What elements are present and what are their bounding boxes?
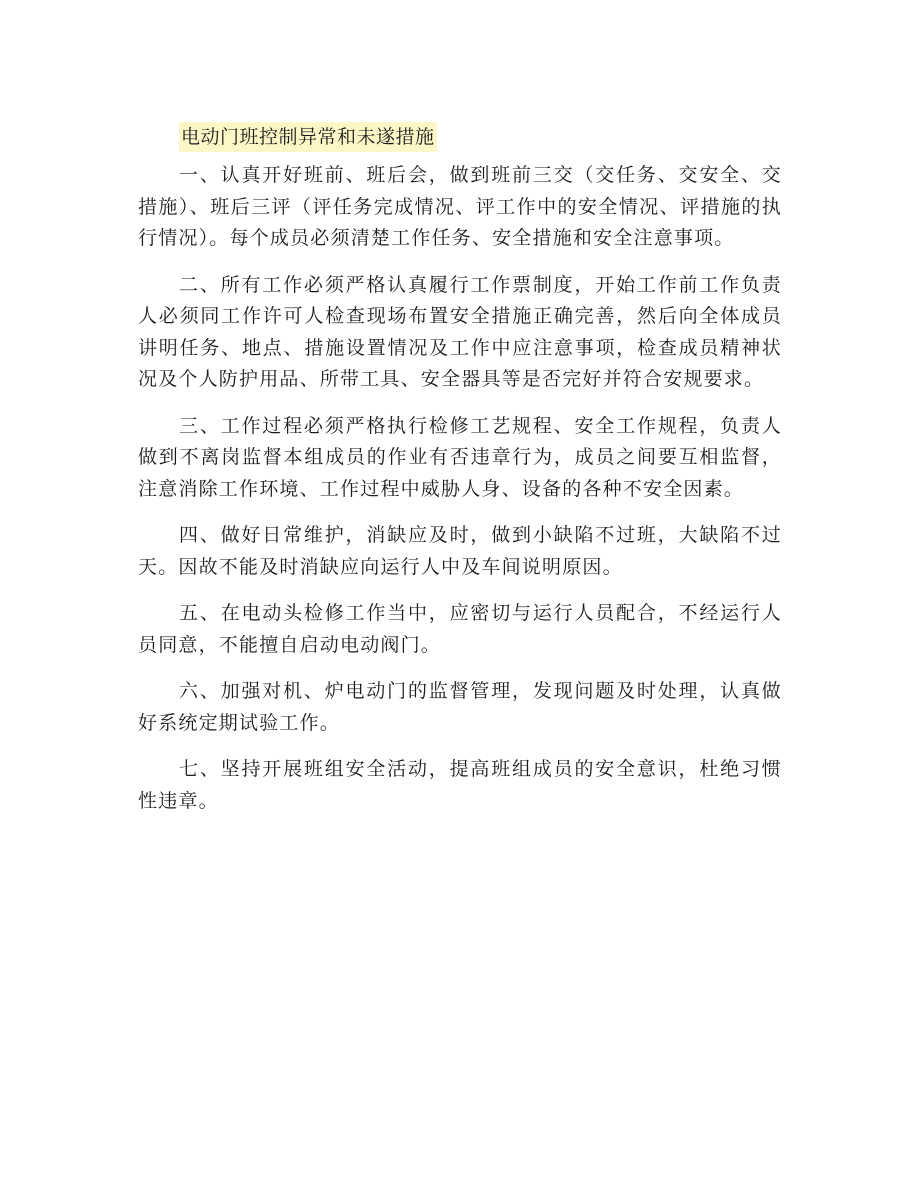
paragraph-5: 五、在电动头检修工作当中，应密切与运行人员配合，不经运行人员同意，不能擅自启动电动阀门。 (138, 602, 782, 656)
paragraph-1: 一、认真开好班前、班后会，做到班前三交（交任务、交安全、交措施）、班后三评（评任务完成情况、评工作中的安全情况、评措施的执行情况）。每个成员必须清楚工作任务、安全措施和安全注意事项。 (138, 164, 782, 249)
paragraph-7: 七、坚持开展班组安全活动，提高班组成员的安全意识，杜绝习惯性违章。 (138, 758, 782, 812)
paragraph-2: 二、所有工作必须严格认真履行工作票制度，开始工作前工作负责人必须同工作许可人检查现场布置安全措施正确完善，然后向全体成员讲明任务、地点、措施设置情况及工作中应注意事项，检查成员精神状况及个人防护用品、所带工具、安全器具等是否完好并符合安规要求。 (138, 273, 782, 390)
document-title: 电动门班控制异常和未遂措施 (179, 122, 437, 152)
title-row (138, 122, 782, 158)
paragraph-3: 三、工作过程必须严格执行检修工艺规程、安全工作规程，负责人做到不离岗监督本组成员的作业有否违章行为，成员之间要互相监督，注意消除工作环境、工作过程中威胁人身、设备的各种不安全因素。 (138, 414, 782, 500)
paragraph-4: 四、做好日常维护，消缺应及时，做到小缺陷不过班，大缺陷不过天。因故不能及时消缺应向运行人中及车间说明原因。 (138, 524, 782, 578)
document-page (138, 122, 782, 832)
paragraph-6: 六、加强对机、炉电动门的监督管理，发现问题及时处理，认真做好系统定期试验工作。 (138, 680, 782, 734)
